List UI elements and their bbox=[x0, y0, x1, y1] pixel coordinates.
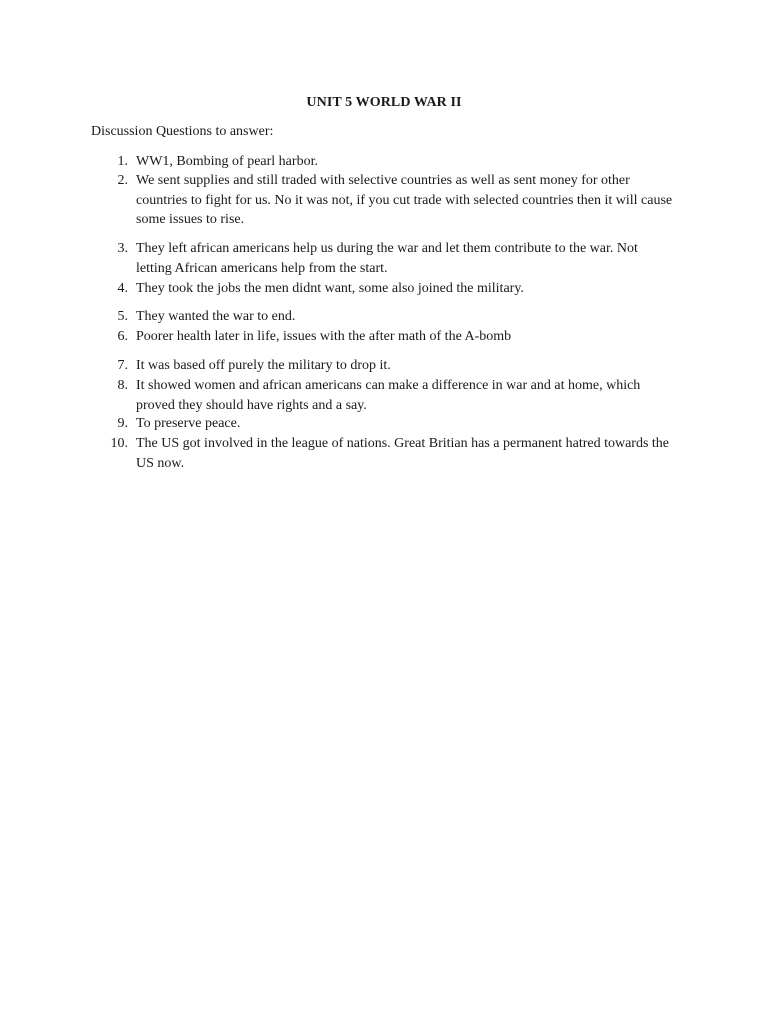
list-item-text: We sent supplies and still traded with selective countries as well as sent money for other countries to fight for us. No it was not, if you cut trade with selected countries then it will cause some issues to rise. bbox=[136, 173, 673, 227]
list-item-text: The US got involved in the league of nations. Great Britian has a permanent hatred towards the US now. bbox=[136, 436, 670, 471]
list-item-number: 4. bbox=[117, 281, 128, 296]
list-item-number: 7. bbox=[117, 358, 128, 373]
intro-text: Discussion Questions to answer: bbox=[91, 124, 274, 139]
list-item-text: To preserve peace. bbox=[136, 416, 241, 431]
list-item-number: 6. bbox=[117, 329, 128, 344]
list-item-text: WW1, Bombing of pearl harbor. bbox=[136, 154, 318, 169]
list-item-text: It was based off purely the military to drop it. bbox=[136, 358, 391, 373]
list-item-text: They left african americans help us during the war and let them contribute to the war. Not letting African americans help from the start. bbox=[136, 241, 638, 276]
list-item-number: 10. bbox=[110, 436, 128, 451]
list-item-text: It showed women and african americans can make a difference in war and at home, which proved they should have rights and a say. bbox=[136, 378, 641, 413]
list-item-number: 3. bbox=[117, 241, 128, 256]
list-item-number: 2. bbox=[117, 173, 128, 188]
list-item-number: 9. bbox=[117, 416, 128, 431]
list-item-text: They took the jobs the men didnt want, some also joined the military. bbox=[136, 281, 524, 296]
list-item-text: They wanted the war to end. bbox=[136, 309, 296, 324]
document-title: UNIT 5 WORLD WAR II bbox=[306, 95, 462, 110]
list-item-text: Poorer health later in life, issues with the after math of the A-bomb bbox=[136, 329, 512, 344]
list-item-number: 1. bbox=[117, 154, 128, 169]
list-item-number: 5. bbox=[117, 309, 128, 324]
list-item-number: 8. bbox=[117, 378, 128, 393]
